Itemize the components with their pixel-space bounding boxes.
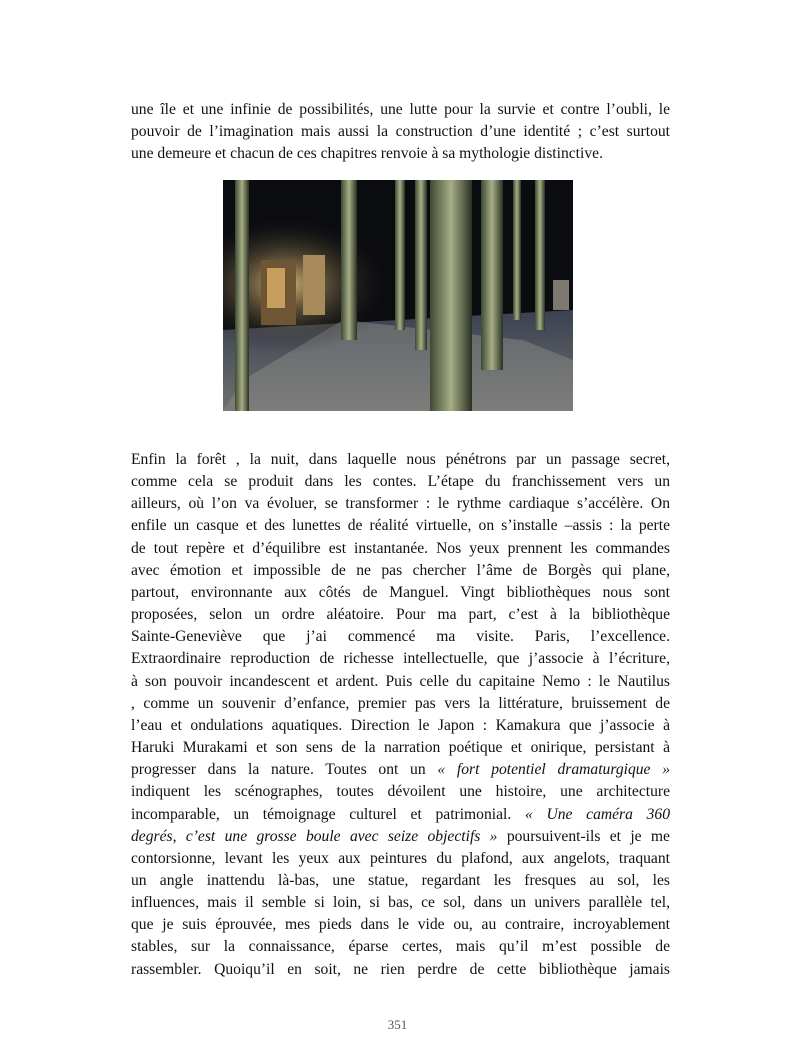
text-segment: une île et une infinie de possibilités, une lutte pour la survie et contre l’oubli, le: [131, 101, 670, 118]
text-line: [131, 737, 670, 759]
page-number: 351: [387, 1017, 408, 1032]
text-line: [131, 826, 670, 848]
italic-quote: « fort potentiel dramaturgique »: [437, 761, 670, 779]
text-segment: rassembler. Quoiqu’il en soit, ne rien perdre de cette bibliothèque jamais: [131, 960, 670, 978]
text-segment: proposées, selon un ordre aléatoire. Pour ma part, c’est à la bibliothèque: [131, 606, 670, 624]
text-segment: progresser dans la nature. Toutes ont un: [131, 761, 438, 779]
text-segment: comme cela se produit dans les contes. L’étape du franchissement vers un: [131, 473, 670, 491]
italic-quote: « Une caméra 360: [524, 805, 670, 823]
text-segment: stables, sur la connaissance, éparse certes, mais qu’il m’est possible de: [131, 938, 670, 956]
text-segment: un angle inattendu là-bas, une statue, regardant les fresques au sol, les: [131, 871, 670, 889]
text-line: [131, 471, 670, 493]
italic-quote: degrés, c’est une grosse boule avec seize objectifs »: [131, 827, 498, 845]
text-line: [131, 693, 670, 715]
text-line: [131, 626, 670, 648]
text-line: [131, 582, 670, 604]
text-segment: contorsionne, levant les yeux aux peintures du plafond, aux angelots, traquant: [131, 849, 670, 867]
text-line: [131, 538, 670, 560]
text-line: [131, 515, 670, 537]
text-line: [131, 648, 670, 670]
text-line: [131, 959, 670, 981]
text-line: [131, 493, 670, 515]
forest-night-photo: [223, 180, 573, 411]
text-line: [131, 892, 670, 914]
text-line: [131, 914, 670, 936]
text-line: [131, 449, 670, 471]
text-segment: partout, environnante aux côtés de Manguel. Vingt bibliothèques nous sont: [131, 583, 670, 601]
text-line: [131, 781, 670, 803]
text-line: [131, 715, 670, 737]
text-line: [131, 560, 670, 582]
text-line: [131, 848, 670, 870]
text-segment: à son pouvoir incandescent et ardent. Puis celle du capitaine Nemo : le Nautilus: [131, 672, 670, 690]
text-line: [131, 759, 670, 781]
text-line: [131, 604, 670, 626]
text-segment: l’eau et ondulations aquatiques. Direction le Japon : Kamakura que j’associe à: [131, 716, 670, 734]
text-segment: enfile un casque et des lunettes de réalité virtuelle, on s’installe –assis : la perte: [131, 517, 670, 535]
text-segment: incomparable, un témoignage culturel et patrimonial.: [131, 805, 525, 823]
text-line: [131, 804, 670, 826]
text-line: [131, 99, 670, 121]
text-line: [131, 143, 670, 165]
text-segment: poursuivent-ils et je me: [497, 827, 670, 845]
text-line: [131, 121, 670, 143]
forest-photo-illustration: [223, 180, 573, 411]
paragraph-intro: [131, 99, 670, 165]
text-segment: , comme un souvenir d’enfance, premier pas vers la littérature, bruissement de: [131, 694, 670, 712]
text-segment: que je suis éprouvée, mes pieds dans le vide ou, au contraire, incroyablement: [131, 916, 670, 934]
text-segment: ailleurs, où l’on va évoluer, se transformer : le rythme cardiaque s’accélère. On: [131, 495, 670, 513]
text-segment: avec émotion et impossible de ne pas chercher l’âme de Borgès qui plane,: [131, 561, 670, 579]
text-segment: Extraordinaire reproduction de richesse intellectuelle, que j’associe à l’écriture,: [131, 650, 670, 668]
text-segment: Sainte-Geneviève que j’ai commencé ma visite. Paris, l’excellence.: [131, 628, 670, 646]
text-segment: indiquent les scénographes, toutes dévoilent une histoire, une architecture: [131, 783, 670, 801]
text-line: [131, 936, 670, 958]
text-segment: influences, mais il semble si loin, si bas, ce sol, dans un univers parallèle tel,: [131, 894, 670, 912]
text-segment: Haruki Murakami et son sens de la narration poétique et onirique, persistant à: [131, 739, 670, 757]
text-segment: de tout repère et d’équilibre est instantanée. Nos yeux prennent les commandes: [131, 539, 670, 557]
paragraph-forest: [131, 449, 670, 981]
text-line: [131, 671, 670, 693]
text-segment: pouvoir de l’imagination mais aussi la construction d’une identité ; c’est surtout: [131, 123, 670, 141]
text-line: [131, 870, 670, 892]
text-segment: une demeure et chacun de ces chapitres renvoie à sa mythologie distinctive.: [131, 145, 603, 163]
text-segment: Enfin la forêt , la nuit, dans laquelle nous pénétrons par un passage secret,: [131, 451, 670, 468]
